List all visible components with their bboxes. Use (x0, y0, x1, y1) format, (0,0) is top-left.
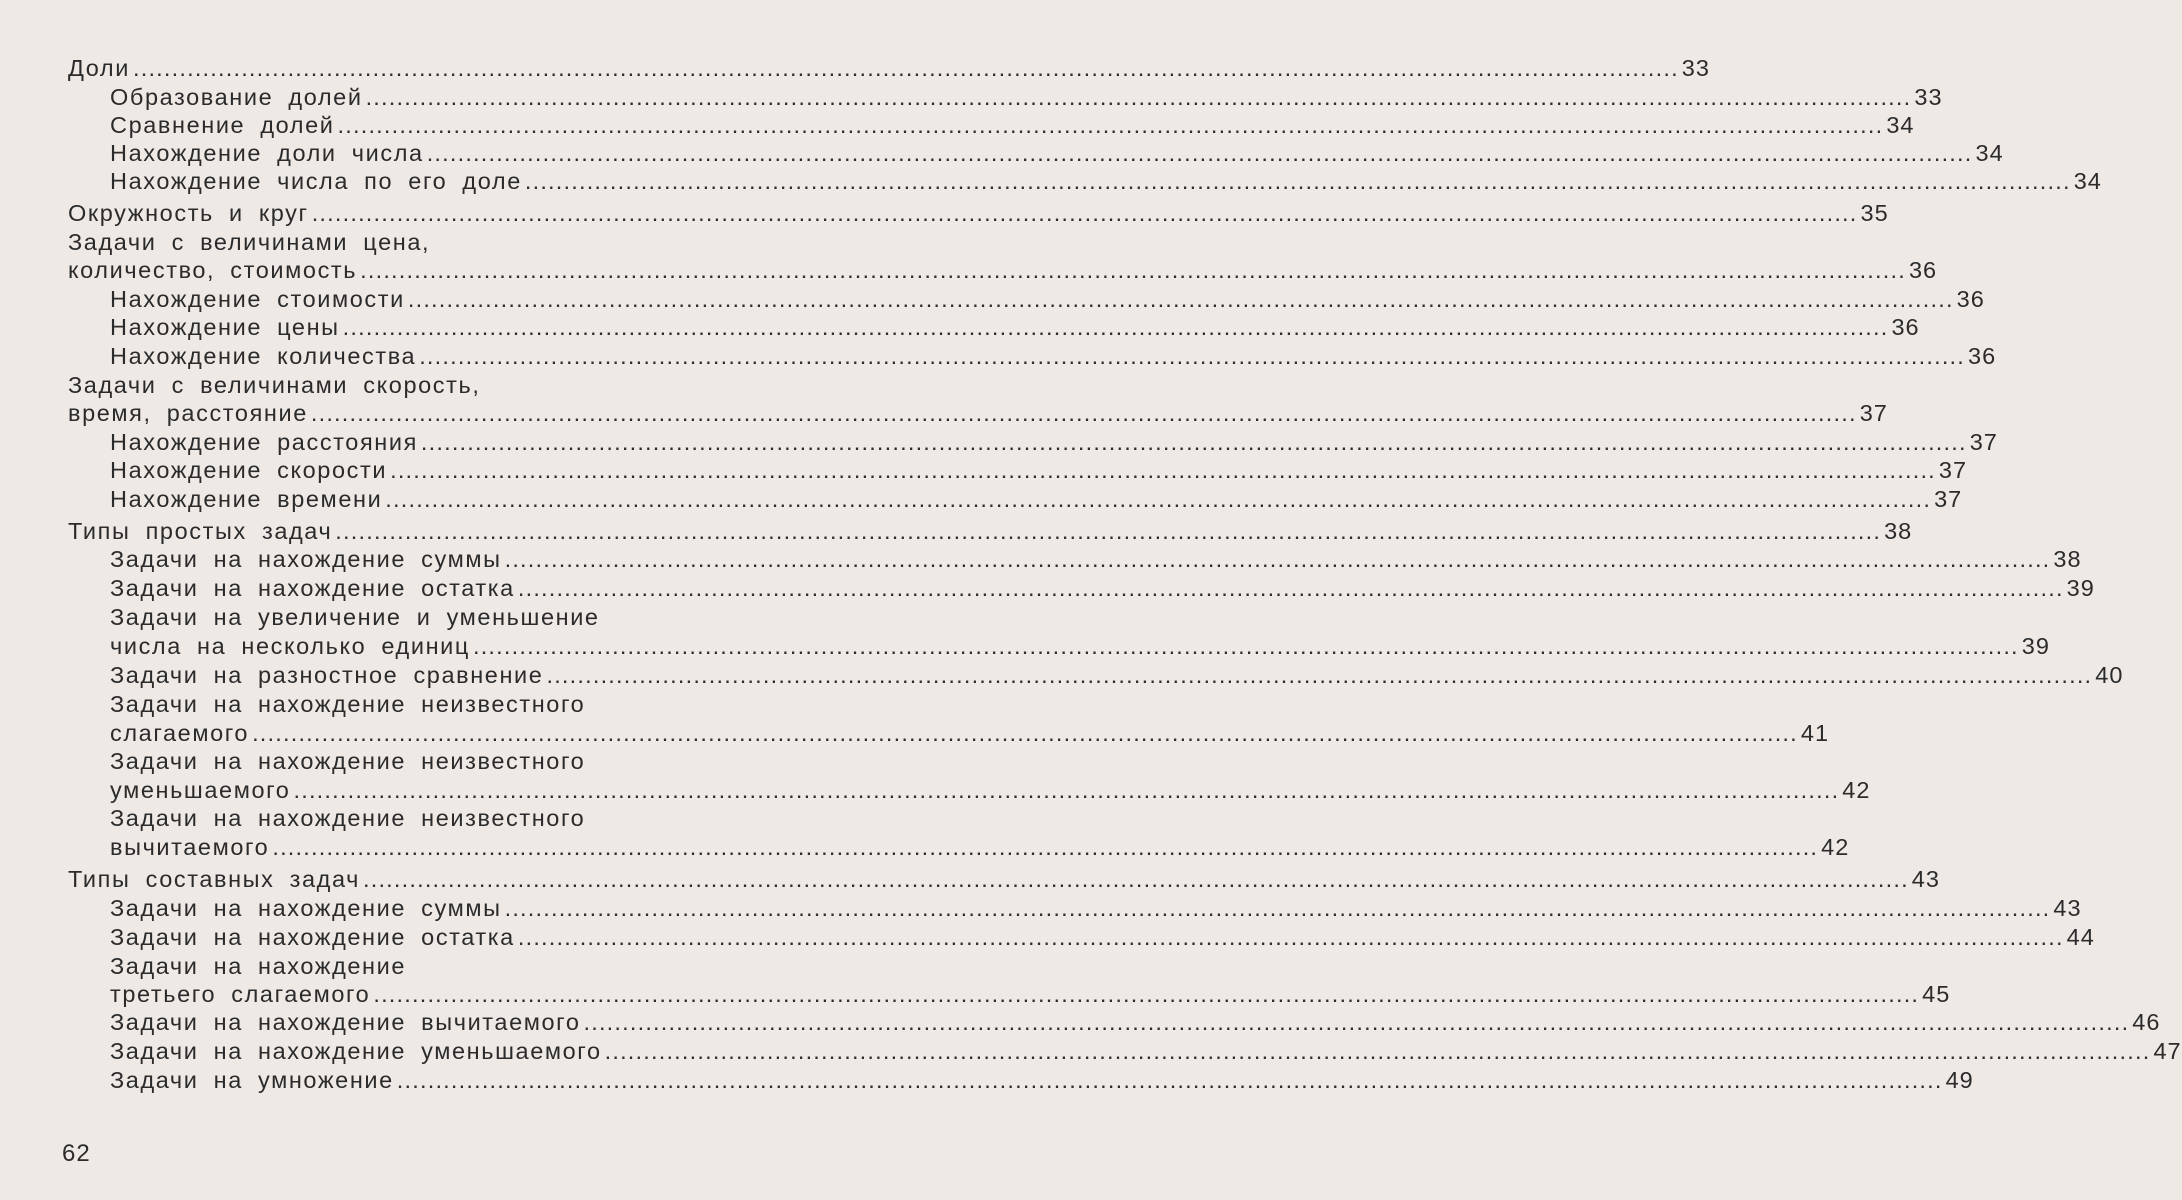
toc-entry-title: уменьшаемого (110, 777, 291, 803)
toc-entry-title: Задачи на нахождение (110, 953, 407, 979)
toc-entry-page: 38 (2053, 546, 2082, 572)
toc-entry (68, 518, 1913, 548)
toc-entry (68, 200, 1889, 230)
toc-entry (110, 633, 2050, 663)
toc-entry-page: 37 (1969, 429, 1998, 455)
toc-entry (110, 486, 1963, 516)
toc-entry-title: Нахождение доли числа (110, 140, 424, 166)
toc-entry-title: Типы составных задач (68, 866, 360, 892)
toc-entry (110, 1067, 1974, 1097)
dot-leader: ........................................................................................................................................................................................................ (310, 400, 1857, 426)
dot-leader: ........................................................................................................................................................................................................ (360, 257, 1906, 283)
toc-entry (110, 140, 2004, 170)
toc-entry (110, 834, 1850, 864)
toc-entry-title: Нахождение расстояния (110, 429, 418, 455)
toc-entry (110, 168, 2102, 198)
toc-entry-page: 42 (1821, 834, 1850, 860)
toc-entry (110, 314, 1920, 344)
toc-entry-page: 36 (1908, 257, 1938, 283)
dot-leader: ........................................................................................................................................................................................................ (342, 314, 1889, 340)
toc-entry-title: Задачи на увеличение и уменьшение (110, 604, 600, 630)
toc-entry (110, 691, 866, 721)
dot-leader: ........................................................................................................................................................................................................ (604, 1038, 2151, 1064)
toc-entry (110, 84, 1943, 114)
toc-entry-page: 37 (1859, 400, 1888, 426)
toc-entry-title: слагаемого (110, 720, 250, 746)
toc-entry-title: Задачи на разностное сравнение (110, 662, 544, 688)
toc-entry-title: Задачи с величинами скорость, (68, 372, 481, 398)
toc-entry (110, 429, 1998, 459)
toc-entry-page: 43 (1911, 866, 1940, 892)
toc-entry-title: Задачи на нахождение остатка (110, 575, 515, 601)
toc-entry (110, 805, 866, 835)
dot-leader: ........................................................................................................................................................................................................ (272, 834, 1819, 860)
toc-entry-title: третьего слагаемого (110, 981, 371, 1007)
dot-leader: ........................................................................................................................................................................................................ (396, 1067, 1943, 1093)
toc-entry-title: Задачи на умножение (110, 1067, 394, 1093)
toc-entry-title: Задачи на нахождение уменьшаемого (110, 1038, 602, 1064)
toc-entry-page: 47 (2153, 1038, 2182, 1064)
toc-entry (68, 257, 1938, 287)
dot-leader: ........................................................................................................................................................................................................ (132, 55, 1679, 81)
dot-leader: ........................................................................................................................................................................................................ (517, 924, 2064, 950)
dot-leader: ........................................................................................................................................................................................................ (504, 895, 2051, 921)
toc-entry-title: Нахождение числа по его доле (110, 168, 522, 194)
toc-entry (110, 720, 1830, 750)
page-number: 62 (62, 1140, 91, 1167)
toc-entry (110, 953, 866, 983)
toc-entry (110, 1038, 2182, 1068)
dot-leader: ........................................................................................................................................................................................................ (583, 1009, 2130, 1035)
toc-entry-title: Нахождение скорости (110, 457, 388, 483)
toc-entry-page: 36 (1956, 286, 1985, 312)
toc-entry-page: 36 (1891, 314, 1920, 340)
dot-leader: ........................................................................................................................................................................................................ (504, 546, 2051, 572)
toc-entry (68, 866, 1940, 896)
dot-leader: ........................................................................................................................................................................................................ (362, 866, 1909, 892)
toc-entry (110, 286, 1985, 316)
toc-entry-title: Задачи на нахождение неизвестного (110, 691, 586, 717)
toc-entry-title: Задачи с величинами цена, (68, 229, 431, 255)
toc-entry (110, 1009, 2161, 1039)
toc-entry-page: 49 (1945, 1067, 1974, 1093)
toc-entry-page: 38 (1884, 518, 1913, 544)
toc-entry-title: Задачи на нахождение неизвестного (110, 748, 586, 774)
toc-entry (110, 575, 2095, 605)
toc-entry-page: 35 (1860, 200, 1889, 226)
toc-entry-page: 34 (2073, 168, 2102, 194)
toc-entry-title: Образование долей (110, 84, 363, 110)
toc-entry (68, 372, 866, 402)
toc-entry-page: 36 (1968, 343, 1997, 369)
toc-entry-page: 43 (2053, 895, 2082, 921)
toc-entry (68, 55, 1710, 85)
toc-entry-title: Нахождение времени (110, 486, 383, 512)
dot-leader: ........................................................................................................................................................................................................ (472, 633, 2019, 659)
toc-entry-title: количество, стоимость (68, 257, 358, 283)
toc-entry-page: 37 (1934, 486, 1963, 512)
toc-entry (110, 457, 1968, 487)
dot-leader: ........................................................................................................................................................................................................ (337, 112, 1884, 138)
dot-leader: ........................................................................................................................................................................................................ (407, 286, 1954, 312)
toc-entry-title: Типы простых задач (68, 518, 333, 544)
dot-leader: ........................................................................................................................................................................................................ (420, 429, 1967, 455)
toc-entry-title: Задачи на нахождение суммы (110, 895, 502, 921)
toc-entry (110, 981, 1951, 1011)
dot-leader: ........................................................................................................................................................................................................ (524, 168, 2071, 194)
dot-leader: ........................................................................................................................................................................................................ (517, 575, 2064, 601)
toc-entry-page: 46 (2132, 1009, 2161, 1035)
dot-leader: ........................................................................................................................................................................................................ (419, 343, 1966, 369)
toc-entry-page: 41 (1800, 720, 1830, 746)
toc-entry-page: 33 (1681, 55, 1710, 81)
toc-entry-page: 37 (1938, 457, 1968, 483)
toc-entry-page: 39 (2066, 575, 2095, 601)
dot-leader: ........................................................................................................................................................................................................ (365, 84, 1912, 110)
toc-entry-page: 33 (1914, 84, 1943, 110)
toc-entry-title: Окружность и круг (68, 200, 309, 226)
toc-entry-page: 34 (1975, 140, 2004, 166)
toc-entry (68, 400, 1888, 430)
toc-entry (110, 924, 2095, 954)
toc-entry-title: Задачи на нахождение суммы (110, 546, 502, 572)
toc-entry-page: 42 (1842, 777, 1871, 803)
dot-leader: ........................................................................................................................................................................................................ (335, 518, 1882, 544)
toc-entry (68, 229, 866, 259)
toc-entry-page: 34 (1886, 112, 1915, 138)
dot-leader: ........................................................................................................................................................................................................ (373, 981, 1920, 1007)
toc-entry (110, 604, 866, 634)
toc-entry (110, 777, 1871, 807)
toc-entry-title: вычитаемого (110, 834, 270, 860)
toc-entry-title: Задачи на нахождение неизвестного (110, 805, 586, 831)
toc-entry-title: числа на несколько единиц (110, 633, 470, 659)
toc-entry (110, 748, 866, 778)
toc-entry-title: время, расстояние (68, 400, 308, 426)
toc-entry (110, 343, 1997, 373)
toc-entry-title: Нахождение количества (110, 343, 417, 369)
toc-entry (110, 895, 2082, 925)
toc-entry-title: Задачи на нахождение остатка (110, 924, 515, 950)
toc-entry-title: Задачи на нахождение вычитаемого (110, 1009, 581, 1035)
dot-leader: ........................................................................................................................................................................................................ (252, 720, 1798, 746)
toc-entry (110, 112, 1915, 142)
toc-entry-page: 39 (2021, 633, 2050, 659)
dot-leader: ........................................................................................................................................................................................................ (546, 662, 2093, 688)
toc-entry-title: Нахождение стоимости (110, 286, 405, 312)
toc-entry (110, 662, 2124, 692)
toc-entry-title: Сравнение долей (110, 112, 335, 138)
toc-entry-title: Доли (68, 55, 130, 81)
toc-entry-page: 44 (2066, 924, 2095, 950)
toc-entry (110, 546, 2082, 576)
dot-leader: ........................................................................................................................................................................................................ (385, 486, 1932, 512)
dot-leader: ........................................................................................................................................................................................................ (293, 777, 1840, 803)
dot-leader: ........................................................................................................................................................................................................ (311, 200, 1858, 226)
dot-leader: ........................................................................................................................................................................................................ (390, 457, 1936, 483)
toc-entry-page: 45 (1922, 981, 1951, 1007)
dot-leader: ........................................................................................................................................................................................................ (426, 140, 1973, 166)
toc-entry-title: Нахождение цены (110, 314, 340, 340)
toc-entry-page: 40 (2095, 662, 2124, 688)
